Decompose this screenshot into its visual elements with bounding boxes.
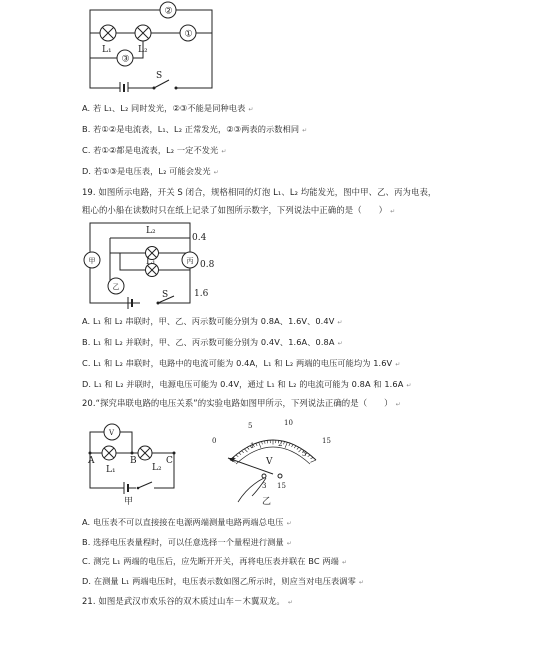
lamp-l1 [100, 25, 116, 41]
dial-tick [310, 457, 313, 458]
lamp-l2-label: L₂ [146, 226, 156, 236]
dial-inner-1: 1 [250, 442, 255, 450]
dial-tick [247, 447, 249, 449]
q19-option-d: D. L₁ 和 L₂ 并联时，电源电压可能为 0.4V，通过 L₁ 和 L₂ 的电流可能为 0.8A 和 1.6A ↵ [82, 379, 412, 389]
dial-tick [284, 441, 285, 444]
circuit-figure-q19 [80, 218, 220, 310]
q20-option-b: B. 选择电压表量程时，可以任意选择一个量程进行测量 ↵ [82, 537, 292, 547]
q21-stem: 21. 如图是武汉市欢乐谷的双木质过山车－木翼双龙。 ↵ [82, 596, 293, 606]
meter-bing-label: 丙 [186, 257, 194, 265]
terminal-3-label: 3 [262, 482, 267, 490]
meter-yi-label: 乙 [112, 283, 120, 291]
q18-option-a: A. 若 L₁、L₂ 同时发光，②③不能是同种电表 ↵ [82, 103, 254, 113]
dial-tick [239, 453, 241, 455]
dial-outer-0: 0 [212, 437, 217, 445]
dial-tick [297, 447, 299, 449]
dial-inner-2: 2 [278, 440, 283, 448]
switch-label: S [162, 290, 169, 300]
switch-label: S [156, 71, 163, 81]
dial-tick [262, 441, 263, 444]
dial-tick [292, 444, 294, 447]
circuit-figure-q18 [80, 0, 220, 92]
q20-option-d: D. 在测量 L₁ 两端电压时，电压表示数如图乙所示时，则应当对电压表调零 ↵ [82, 576, 365, 586]
figure-yi-caption: 乙 [262, 497, 272, 506]
q18-option-d: D. 若①③是电压表，L₂ 可能会发光 ↵ [82, 166, 219, 176]
dial-tick [241, 451, 243, 453]
q19-stem-line2: 粗心的小船在读数时只在纸上记录了如图所示数字，下列说法中正确的是（ ） ↵ [82, 205, 396, 215]
q18-option-c: C. 若①②都是电流表，L₂ 一定不发光 ↵ [82, 145, 227, 155]
reading-bing-top: 0.4 [192, 233, 207, 243]
dial-tick [244, 449, 247, 452]
dial-outer-5: 5 [248, 422, 253, 430]
terminal-15-label: 15 [277, 482, 286, 490]
q19-option-a: A. L₁ 和 L₂ 串联时，甲、乙、丙示数可能分别为 0.8A、1.6V、0.4V ↵ [82, 316, 343, 326]
reading-bing: 0.8 [200, 260, 215, 270]
dial-tick [259, 442, 261, 448]
lamp-l2 [135, 25, 151, 41]
voltmeter-label: V [109, 429, 115, 437]
reading-yi: 1.6 [194, 289, 209, 299]
terminal-3 [262, 474, 266, 478]
dial-tick [264, 441, 265, 444]
dial-outer-15: 15 [322, 437, 331, 445]
dial-tick [289, 443, 290, 446]
dial-inner-3: 3 [302, 450, 307, 458]
circuit-figure-q20-jia [80, 420, 190, 506]
q19-option-b: B. L₁ 和 L₂ 并联时，甲、乙、丙示数可能分别为 0.4V、1.6A、0.8A ↵ [82, 337, 343, 347]
lamp-l2 [138, 446, 152, 460]
terminal-15 [278, 474, 282, 478]
lamp-l1-label: L₁ [106, 465, 116, 475]
dial-outer-10: 10 [284, 419, 293, 427]
point-c: C [166, 456, 173, 466]
lamp-l2-label: L₂ [152, 463, 162, 473]
dial-tick [294, 446, 296, 448]
dial-tick [256, 443, 257, 446]
lamp-l1-label: L₁ [146, 257, 156, 267]
meter-2-label: ② [164, 6, 173, 17]
q20-stem: 20.“探究串联电路的电压关系”的实验电路如图甲所示，下列说法正确的是（ ） ↵ [82, 398, 401, 408]
meter-jia-label: 甲 [88, 257, 96, 265]
dial-tick [285, 442, 287, 448]
q19-stem-line1: 19. 如图所示电路，开关 S 闭合，规格相同的灯泡 L₁、L₂ 均能发光，图中甲、乙、丙为电表， [82, 187, 437, 197]
dial-tick [308, 455, 311, 457]
q18-option-b: B. 若①②是电流表，L₁、L₂ 正常发光，②③两表的示数相同 ↵ [82, 124, 308, 134]
dial-tick [310, 460, 316, 462]
meter-1-label: ① [184, 29, 193, 40]
point-b: B [130, 456, 137, 466]
q19-option-c: C. L₁ 和 L₂ 串联时，电路中的电流可能为 0.4A，L₁ 和 L₂ 两端的电压可能均为 1.6V ↵ [82, 358, 401, 368]
lamp-l2-label: L₂ [138, 45, 148, 55]
q20-option-c: C. 测完 L₁ 两端的电压后，应先断开开关，再将电压表并联在 BC 两端 ↵ [82, 556, 348, 566]
point-a: A [88, 456, 95, 466]
q20-option-a: A. 电压表不可以直接接在电源两端测量电路两端总电压 ↵ [82, 517, 292, 527]
meter-3-label: ③ [121, 54, 130, 65]
lamp-l1 [102, 446, 116, 460]
lamp-l1-label: L₁ [102, 45, 112, 55]
dial-tick [236, 455, 239, 457]
voltmeter-dial-q20-yi [208, 416, 338, 506]
figure-jia-caption: 甲 [124, 497, 134, 506]
switch-contact [153, 87, 156, 90]
dial-unit: V [266, 457, 273, 467]
